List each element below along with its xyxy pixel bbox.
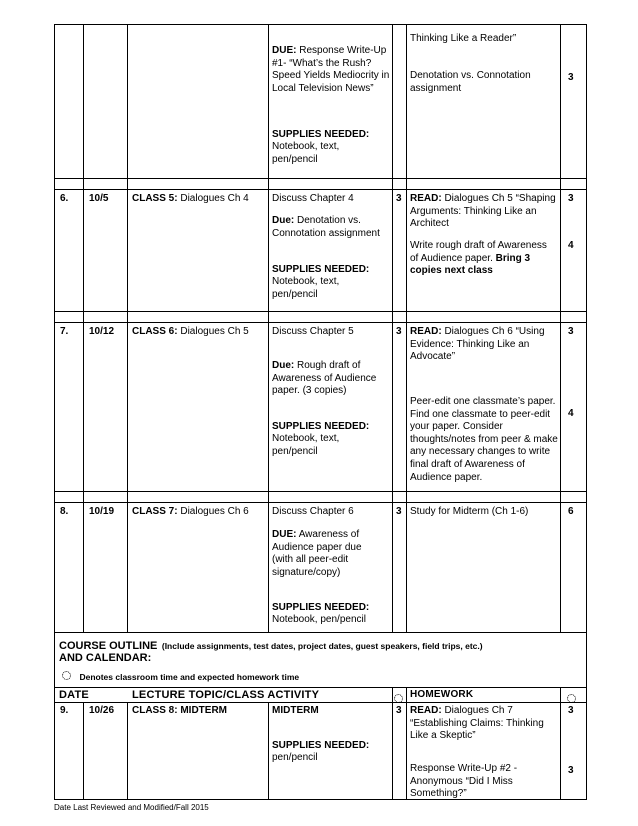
due-block	[272, 360, 387, 398]
homework-read	[410, 705, 558, 743]
page-footer: Date Last Reviewed and Modified/Fall 2015	[54, 803, 209, 812]
homework-hours: 3	[568, 705, 574, 716]
read-text: Dialogues Ch 7 “Establishing Claims: Thinking Like a Skeptic”	[410, 705, 544, 742]
outline-subtitle: (Include assignments, test dates, project dates, guest speakers, field trips, etc.)	[161, 641, 483, 651]
supplies-text: Notebook, text, pen/pencil	[272, 433, 340, 457]
homework-hours: 3	[568, 193, 574, 204]
due-text: Response Write-Up #1- “What’s the Rush? Speed Yields Mediocrity in Local Television News”	[272, 45, 390, 94]
due-text: Denotation vs. Connotation assignment	[272, 215, 380, 239]
due-label: Due:	[272, 360, 295, 371]
class-text: Dialogues Ch 5	[180, 326, 249, 337]
supplies-label: SUPPLIES NEEDED:	[272, 129, 370, 140]
class-text: Dialogues Ch 6	[180, 506, 249, 517]
read-label: READ:	[410, 193, 442, 204]
homework-text: Thinking Like a Reader”	[410, 33, 517, 44]
row-date: 10/19	[89, 506, 115, 517]
read-label: READ:	[410, 705, 442, 716]
row-number: 9.	[60, 705, 69, 716]
header-date: DATE	[59, 689, 89, 701]
class-text: Dialogues Ch 4	[180, 193, 249, 204]
homework-task	[410, 240, 558, 278]
clock-icon	[62, 671, 71, 680]
activity-text: Discuss Chapter 6	[272, 506, 354, 517]
class-label: CLASS 5:	[132, 193, 178, 204]
homework-hours: 3	[568, 326, 574, 337]
outline-note-line	[62, 667, 299, 685]
read-text: Dialogues Ch 5 “Shaping Arguments: Thinking Like an Architect	[410, 193, 556, 230]
due-text: Rough draft of Awareness of Audience paper. (3 copies)	[272, 360, 377, 397]
read-label: READ:	[410, 326, 442, 337]
supplies-text: Notebook, text, pen/pencil	[272, 141, 340, 165]
outline-title: COURSE OUTLINE	[59, 640, 158, 652]
due-label: DUE:	[272, 529, 297, 540]
row-number: 7.	[60, 326, 69, 337]
class-hours: 3	[396, 705, 402, 716]
due-block	[272, 529, 382, 579]
class-hours: 3	[396, 326, 402, 337]
activity-text: Discuss Chapter 4	[272, 193, 354, 204]
homework-task: Study for Midterm (Ch 1-6)	[410, 506, 529, 517]
due-text: Awareness of Audience paper due (with all peer-edit signature/copy)	[272, 529, 362, 578]
row-date: 10/26	[89, 705, 115, 716]
read-text: Dialogues Ch 6 “Using Evidence: Thinking Like an Advocate”	[410, 326, 545, 363]
class-hours: 3	[396, 193, 402, 204]
supplies-text: Notebook, text, pen/pencil	[272, 276, 340, 300]
activity-text: Discuss Chapter 5	[272, 326, 354, 337]
class-label: CLASS 7:	[132, 506, 178, 517]
homework-hours: 3	[568, 765, 574, 776]
class-cell	[132, 193, 267, 206]
due-label: Due:	[272, 215, 295, 226]
due-label: DUE:	[272, 45, 297, 56]
header-lecture: LECTURE TOPIC/CLASS ACTIVITY	[132, 689, 320, 701]
activity-text: MIDTERM	[272, 705, 319, 716]
row-number: 6.	[60, 193, 69, 204]
supplies-label: SUPPLIES NEEDED:	[272, 602, 370, 613]
row-date: 10/5	[89, 193, 109, 204]
class-cell	[132, 326, 267, 339]
class-label: CLASS 8: MIDTERM	[132, 705, 227, 716]
row-number: 8.	[60, 506, 69, 517]
class-label: CLASS 6:	[132, 326, 178, 337]
homework-text: Denotation vs. Connotation assignment	[410, 70, 531, 94]
supplies-label: SUPPLIES NEEDED:	[272, 264, 370, 275]
header-homework: HOMEWORK	[410, 689, 474, 700]
supplies-label: SUPPLIES NEEDED:	[272, 421, 370, 432]
supplies-text: Notebook, pen/pencil	[272, 614, 366, 625]
homework-hours: 3	[568, 72, 574, 83]
supplies-label: SUPPLIES NEEDED:	[272, 740, 370, 751]
class-hours: 3	[396, 506, 402, 517]
outline-note: Denotes classroom time and expected homework time	[79, 672, 300, 682]
due-block	[272, 45, 390, 95]
homework-read	[410, 193, 558, 231]
homework-hours: 4	[568, 408, 574, 419]
homework-task: Response Write-Up #2 - Anonymous “Did I Miss Something?”	[410, 763, 518, 800]
homework-hours: 6	[568, 506, 574, 517]
due-block	[272, 215, 387, 240]
outline-calendar: AND CALENDAR:	[59, 652, 152, 664]
class-cell	[132, 506, 267, 519]
homework-task: Peer-edit one classmate’s paper. Find one classmate to peer-edit your paper. Consider thoughts/notes from peer & make any necessary changes to write final draft of Awareness of Audience paper.	[410, 396, 558, 483]
task-emphasis: Bring 3 copies next class	[410, 252, 531, 277]
homework-read	[410, 326, 558, 364]
supplies-text: pen/pencil	[272, 752, 318, 763]
task-text: Write rough draft of Awareness of Audience paper.	[410, 240, 547, 264]
homework-hours: 4	[568, 240, 574, 251]
row-date: 10/12	[89, 326, 115, 337]
